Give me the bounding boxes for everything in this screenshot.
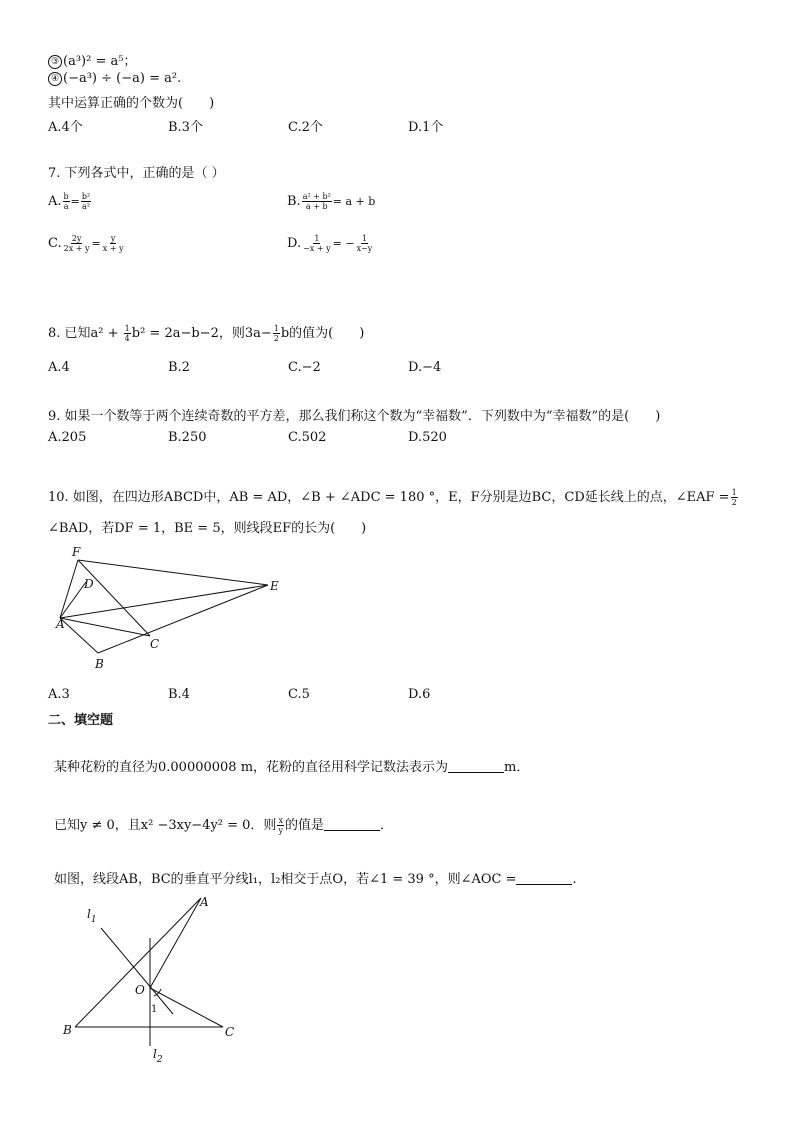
q6-option-c[interactable]: C.2个 <box>288 120 323 135</box>
q8-option-c[interactable]: C.−2 <box>288 360 321 375</box>
fill3-label-l2: $l_2$ <box>153 1047 163 1065</box>
q6-stem: 其中运算正确的个数为( ) <box>48 96 215 111</box>
fill2-answer-blank[interactable] <box>324 818 380 831</box>
fill1-answer-blank[interactable] <box>448 760 504 773</box>
q10-label-f: F <box>72 545 81 559</box>
q10-segment-ac <box>60 618 150 636</box>
q7-option-b[interactable] <box>287 192 375 211</box>
q7-b-label: B. <box>287 194 301 209</box>
fill3-line-l1 <box>101 928 173 1014</box>
q6-option-a[interactable]: A.4个 <box>48 120 83 135</box>
fill3-label-c: C <box>225 1025 235 1039</box>
q7-b-rest: = a + b <box>332 195 376 208</box>
q9-stem: 9. 如果一个数等于两个连续奇数的平方差，那么我们称这个数为“幸福数”．下列数中为“幸福数”的是( ) <box>48 409 661 424</box>
q7-option-c[interactable] <box>48 234 126 253</box>
q7-a-label: A. <box>48 194 62 209</box>
q10-segment-fc <box>78 560 150 636</box>
q10-option-a[interactable]: A.3 <box>48 687 70 702</box>
q7-c-right-fraction: $\frac{y}{x + y}$ <box>102 234 124 253</box>
fill3-text: 如图，线段AB，BC的垂直平分线l₁，l₂相交于点O，若∠1 = 39 °，则∠AOC = <box>54 872 517 887</box>
q8-fraction-1: $\frac{1}{4}$ <box>124 324 130 343</box>
q10-segment-fa <box>60 560 78 618</box>
q7-c-left-fraction: $\frac{2y}{2x + y}$ <box>63 234 90 253</box>
q7-stem: 7. 下列各式中，正确的是（ ） <box>48 166 225 181</box>
q10-label-a: A <box>56 617 65 631</box>
q7-option-a[interactable] <box>48 192 92 211</box>
fill2-question <box>54 814 393 835</box>
q9-option-c[interactable]: C.502 <box>288 430 327 445</box>
section-heading-fill-in: 二、填空题 <box>48 713 114 728</box>
q9-option-d[interactable]: D.520 <box>408 430 447 445</box>
fill2-text-pre: 已知y ≠ 0，且x² −3xy−4y² = 0．则 <box>54 818 277 833</box>
q6-item-4-number: ④ <box>48 72 62 86</box>
q9-option-a[interactable]: A.205 <box>48 430 87 445</box>
q8-stem-suffix: b的值为( ) <box>280 326 365 341</box>
q10-segment-ab <box>60 618 98 653</box>
q6-option-d[interactable]: D.1个 <box>408 120 444 135</box>
fill3-end: . <box>572 872 577 887</box>
q8-option-d[interactable]: D.−4 <box>408 360 442 375</box>
fill1-question <box>54 756 529 775</box>
fill3-segment-oc <box>150 988 223 1027</box>
q8-stem <box>48 322 364 343</box>
fill3-label-o: O <box>135 983 145 997</box>
q7-option-d[interactable] <box>287 234 374 253</box>
q7-a-eq: = <box>70 195 80 208</box>
q10-option-d[interactable]: D.6 <box>408 687 431 702</box>
q10-line1-text: 10. 如图，在四边形ABCD中，AB = AD，∠B + ∠ADC = 180 °，E，F分别是边BC，CD延长线上的点，∠EAF = <box>48 490 730 505</box>
q10-segment-ad <box>60 582 86 618</box>
q7-d-left-fraction: $\frac{1}{-x + y}$ <box>303 234 331 253</box>
fill3-label-angle-1: 1 <box>151 1004 158 1015</box>
q7-a-right-fraction: $\frac{\text{b²}}{\text{a²}}$ <box>81 192 91 211</box>
fill3-label-b: B <box>63 1023 72 1037</box>
fill2-fraction: $\frac{x}{y}$ <box>278 816 283 835</box>
q6-item-3 <box>48 50 136 69</box>
fill3-figure <box>55 890 255 1068</box>
q10-stem-line1 <box>48 486 739 507</box>
q10-label-d: D <box>84 577 94 591</box>
fill3-question <box>54 868 577 887</box>
q10-label-c: C <box>150 637 160 651</box>
q7-b-fraction: $\frac{\text{a² + b²}}{a + b}$ <box>302 192 331 211</box>
fill3-label-a: A <box>200 895 209 909</box>
q6-item-4 <box>48 71 181 86</box>
q6-item-4-expr: (−a³) ÷ (−a) = a². <box>63 71 182 86</box>
q8-option-b[interactable]: B.2 <box>168 360 190 375</box>
q8-stem-mid: b² = 2a−b−2，则3a− <box>131 326 272 341</box>
fill2-end: ． <box>379 818 393 833</box>
q6-item-3-expr: (a³)² = a⁵； <box>63 54 137 69</box>
q8-fraction-2: $\frac{1}{2}$ <box>273 324 279 343</box>
q10-option-b[interactable]: B.4 <box>168 687 190 702</box>
q10-fraction: $\frac{1}{2}$ <box>731 488 737 507</box>
q7-c-eq: = <box>91 237 101 250</box>
q7-d-label: D. <box>287 236 302 251</box>
q10-segment-be <box>98 585 268 653</box>
q8-stem-prefix: 8. 已知a² + <box>48 326 123 341</box>
q10-label-e: E <box>270 579 279 593</box>
fill3-answer-blank[interactable] <box>516 872 572 885</box>
fill3-label-l1: $l_1$ <box>87 907 97 925</box>
q6-option-b[interactable]: B.3个 <box>168 120 203 135</box>
q9-option-b[interactable]: B.250 <box>168 430 207 445</box>
fill1-unit: m． <box>504 760 530 775</box>
q10-figure <box>48 540 298 680</box>
q10-stem-line2: ∠BAD，若DF = 1，BE = 5，则线段EF的长为( ) <box>48 521 367 536</box>
fill1-text: 某种花粉的直径为0.00000008 m，花粉的直径用科学记数法表示为 <box>54 760 449 775</box>
q10-label-b: B <box>95 657 104 671</box>
q7-a-left-fraction: $\frac{b}{a}$ <box>63 192 69 211</box>
fill2-text-post: 的值是 <box>284 818 324 833</box>
q8-option-a[interactable]: A.4 <box>48 360 70 375</box>
q7-d-eq: = − <box>332 237 355 250</box>
q10-segment-fe <box>78 560 268 585</box>
q7-c-label: C. <box>48 236 62 251</box>
q10-option-c[interactable]: C.5 <box>288 687 310 702</box>
q7-d-right-fraction: $\frac{1}{x-y}$ <box>356 234 373 253</box>
q6-item-3-number: ③ <box>48 55 62 69</box>
